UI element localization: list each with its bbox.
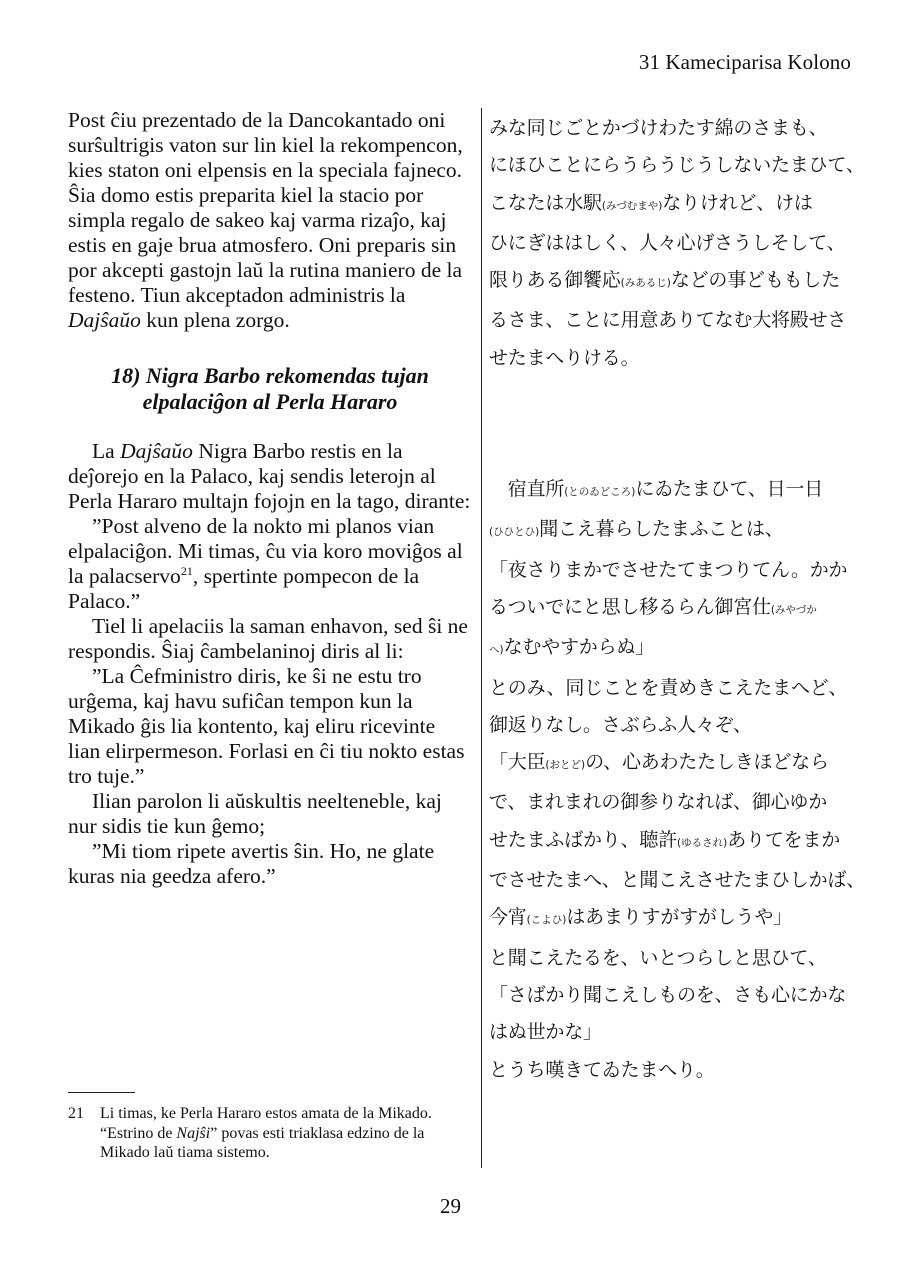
paragraph-6: Ilian parolon li aŭskultis neelteneble, kaj nur sidis tie kun ĝemo; (68, 789, 442, 838)
japanese-text: でさせたまへ、と聞こえさせたまひしかば、 (489, 869, 866, 892)
japanese-text: 聞こえ暮らしたまふことは、 (539, 518, 784, 541)
japanese-line (489, 784, 869, 821)
japanese-text: 限りある御饗応 (489, 269, 621, 292)
ruby-reading: (ゆるされ) (677, 836, 728, 849)
running-header: 31 Kameciparisa Kolono (638, 50, 851, 74)
paragraph-7: ”Mi tiom ripete avertis ŝin. Ho, ne glate kuras nia geedza afero.” (68, 839, 435, 888)
japanese-text: 御返りなし。さぶらふ人々ぞ、 (489, 713, 752, 736)
japanese-text: とうち嘆きてゐたまへり。 (489, 1058, 715, 1081)
footnote-text (100, 1104, 472, 1163)
japanese-line (489, 471, 869, 511)
japanese-text: にほひことにらうらうじうしないたまひて、 (489, 154, 865, 177)
paragraph-1-text: Post ĉiu prezentado de la Dancokantado oni surŝultrigis vaton sur lin kiel la rekompencon, kies staton oni elpensis en la speciala fajneco. Ŝia domo estis preparita kiel la stacio por simpla regalo de sakeo kaj varma rizaĵo, kaj estis en gaje brua atmosfero. Oni preparis sin por akcepti gastojn laŭ la rutina maniero de la festeno. Tiun akceptadon administris la (68, 108, 463, 307)
paragraph-2-italic: Dajŝaŭo (120, 439, 193, 463)
footnote-text-end: ” povas esti triaklasa edzino de la Mikado laŭ tiama sistemo. (100, 1124, 425, 1161)
japanese-text: 「大臣 (489, 751, 546, 774)
japanese-line (489, 940, 869, 977)
paragraph-2 (68, 439, 472, 514)
section-heading (68, 363, 472, 415)
japanese-line (489, 744, 869, 784)
japanese-text: 「さばかり聞こえしものを、さも心にかな (489, 983, 847, 1006)
japanese-column (489, 110, 869, 1089)
japanese-line (489, 629, 869, 669)
japanese-line (489, 670, 869, 707)
ruby-reading: (おとど) (545, 759, 586, 772)
japanese-line (489, 899, 869, 939)
japanese-line (489, 552, 869, 589)
japanese-line (489, 340, 869, 377)
japanese-text: はぬ世かな」 (489, 1021, 602, 1044)
ruby-reading: (ひひとひ) (489, 526, 540, 539)
japanese-line (489, 225, 869, 262)
japanese-text: せたまふばかり、聴許 (489, 828, 678, 851)
japanese-text: こなたは水駅 (489, 191, 602, 214)
japanese-text: とのみ、同じことを責めきこえたまへど、 (489, 676, 848, 699)
footnote-rule (68, 1092, 135, 1093)
paragraph-1-end: kun plena zorgo. (140, 308, 290, 332)
japanese-text: の、心あわたたしきほどなら (585, 751, 829, 774)
japanese-line (489, 1014, 869, 1051)
japanese-line (489, 822, 869, 862)
japanese-text: などの事どももした (670, 269, 841, 292)
paragraph-1 (68, 108, 472, 333)
japanese-text: みな同じごとかづけわたす綿のさまも、 (489, 117, 828, 139)
page-number: 29 (440, 1194, 461, 1218)
japanese-text: で、まれまれの御参りなれば、御心ゆか (489, 791, 828, 814)
paragraph-3 (68, 514, 472, 614)
japanese-text: にゐたまひて、日一日 (635, 478, 824, 501)
japanese-text: なむやすからぬ」 (503, 636, 655, 659)
japanese-line (489, 185, 869, 225)
japanese-text: るついでにと思し移るらん御宮仕 (489, 595, 771, 618)
ruby-reading: (とのゐどころ) (564, 486, 636, 499)
paragraph-5: ”La Ĉefministro diris, ke ŝi ne estu tro urĝema, kaj havu sufiĉan tempon kun la Mikado ĝis lia kontento, kaj eliru ricevinte lian elirpermeson. Forlasi en ĉi tiu nokto estas tro tuje.” (68, 664, 465, 788)
footnote-text-italic: Najŝi (176, 1124, 211, 1142)
japanese-text: せたまへりける。 (489, 346, 640, 369)
japanese-line (489, 1052, 869, 1089)
japanese-line (489, 589, 869, 629)
column-divider (481, 108, 482, 1168)
ruby-reading: (みあるじ) (620, 277, 671, 290)
japanese-line (489, 262, 869, 302)
ruby-reading: (みづむまや) (601, 199, 663, 212)
japanese-line (489, 707, 869, 744)
section-heading-line-2: elpalaciĝon al Perla Hararo (142, 389, 398, 414)
japanese-text: なりけれど、けは (662, 191, 813, 214)
paragraph-3-start: ”Post alveno de la nokto mi planos vian elpalaciĝon. Mi timas, ĉu via koro moviĝos al la palacservo (68, 514, 463, 588)
paragraph-1-italic: Dajŝaŭo (68, 308, 141, 332)
japanese-text: るさま、ことに用意ありてなむ大将殿せさ (489, 309, 847, 332)
japanese-block-gap (489, 377, 869, 471)
japanese-text: 宿直所 (489, 478, 565, 501)
paragraph-2-end: Nigra Barbo restis en la deĵorejo en la Palaco, kaj sendis leterojn al Perla Hararo multajn fojojn en la tago, dirante: (68, 439, 471, 513)
footnote (68, 1104, 472, 1163)
paragraph-3-end: , spertinte pompecon de la Palaco.” (68, 564, 420, 613)
japanese-text: はあまりすがすがしうや」 (566, 906, 792, 929)
japanese-block-2 (489, 471, 869, 1089)
japanese-block-1 (489, 110, 869, 377)
japanese-line (489, 862, 869, 899)
paragraph-2-start: La (92, 439, 121, 463)
ruby-reading: (こよひ) (526, 914, 567, 927)
esperanto-column (68, 108, 472, 889)
japanese-text: 今宵 (489, 906, 527, 929)
japanese-line (489, 302, 869, 339)
japanese-line (489, 977, 869, 1014)
section-heading-line-1: 18) Nigra Barbo rekomendas tujan (111, 363, 429, 388)
paragraph-4: Tiel li apelaciis la saman enhavon, sed ŝi ne respondis. Ŝiaj ĉambelaninoj diris al li: (68, 614, 468, 663)
japanese-line (489, 110, 869, 147)
japanese-line (489, 147, 869, 184)
footnote-number: 21 (68, 1105, 84, 1122)
ruby-reading: (みやづか (770, 603, 817, 616)
japanese-text: と聞こえたるを、いとつらしと思ひて、 (489, 946, 827, 969)
japanese-text: ありてをまか (727, 828, 841, 851)
ruby-reading: へ) (489, 644, 504, 657)
japanese-line (489, 511, 869, 551)
japanese-text: 「夜さりまかでさせたてまつりてん。かか (489, 558, 848, 581)
japanese-text: ひにぎははしく、人々心げさうしそして、 (489, 231, 846, 254)
footnote-text-start: Li timas, ke Perla Hararo estos amata de la Mikado. “Estrino de (100, 1105, 432, 1142)
footnote-reference: 21 (180, 563, 193, 578)
